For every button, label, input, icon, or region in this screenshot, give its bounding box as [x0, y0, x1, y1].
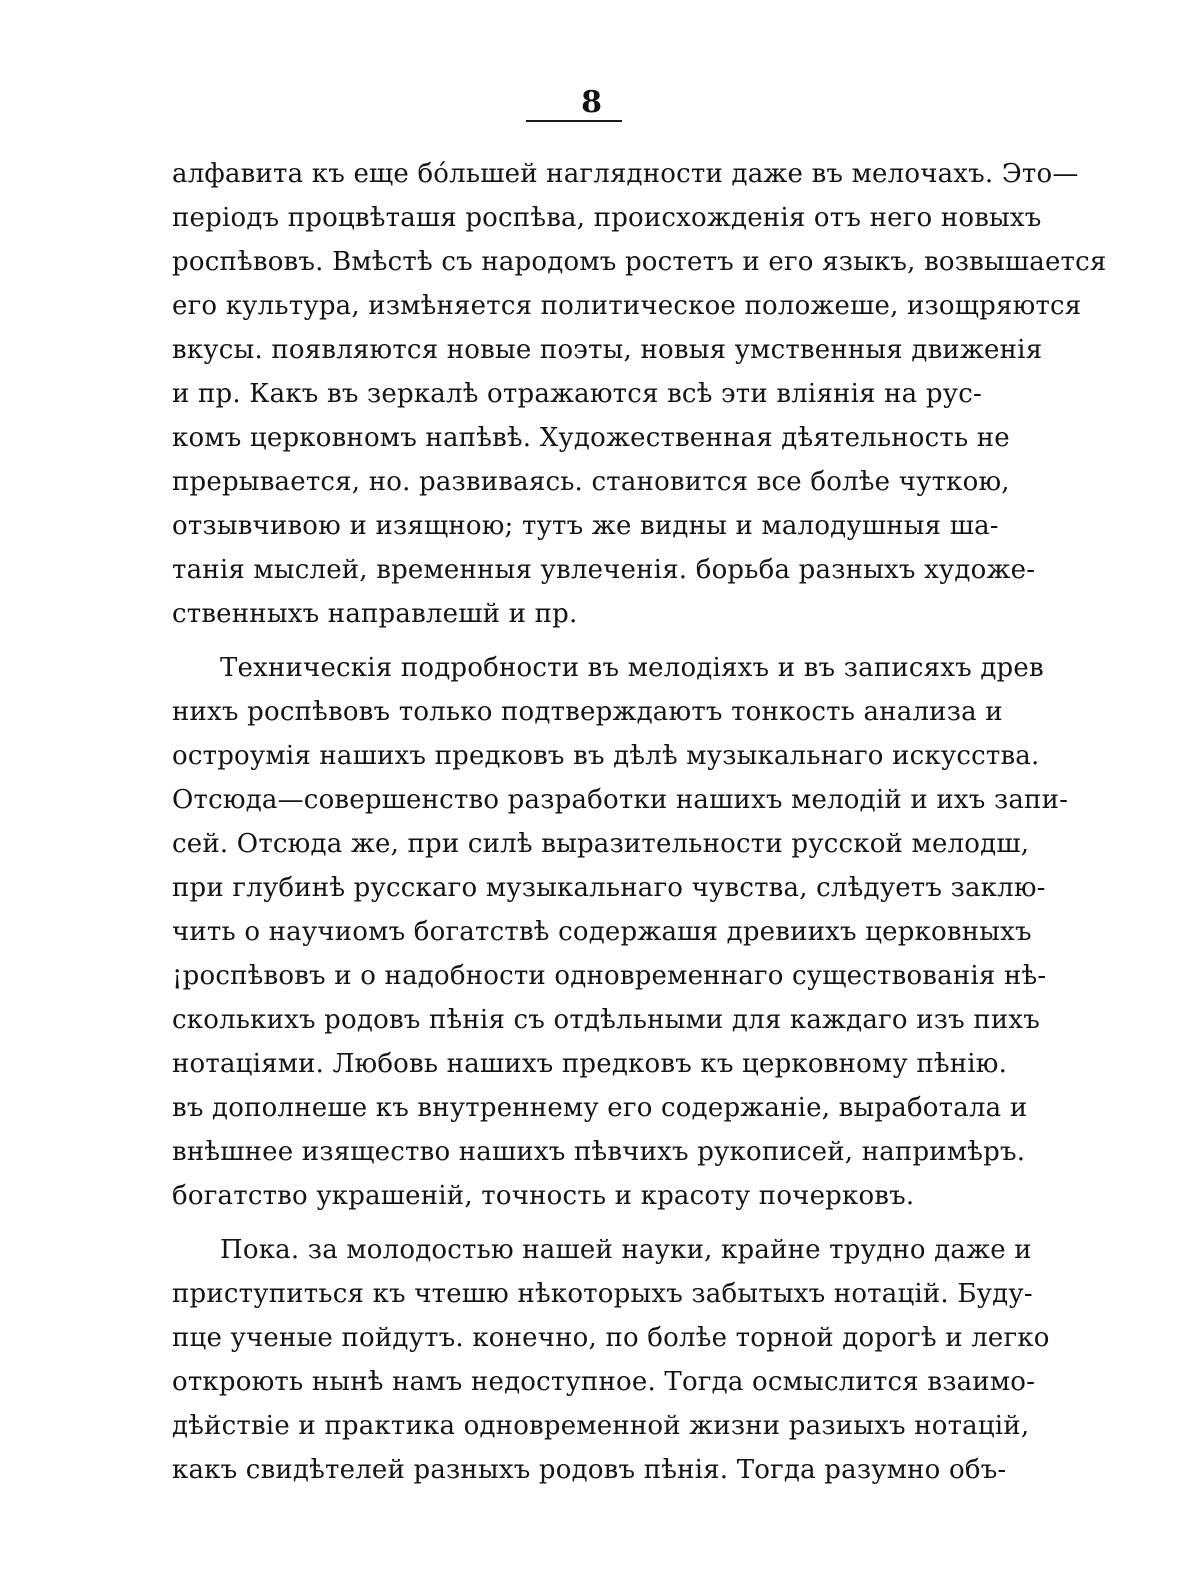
- text-line: Отсюда—совершенство разработки нашихъ мелодiй и ихъ запи-: [172, 785, 1069, 815]
- text-line: и пр. Какъ въ зеркалѣ отражаются всѣ эти влiянiя на рус-: [172, 379, 982, 409]
- text-line: отзывчивою и изящною; тутъ же видны и малодушныя ша-: [172, 511, 999, 541]
- text-line: нихъ роспѣвовъ только подтверждаютъ тонкость анализа и: [172, 697, 1003, 727]
- paragraph-1: [172, 152, 1107, 636]
- text-line: комъ церковномъ напѣвѣ. Художественная дѣятельность не: [172, 423, 1010, 453]
- text-line: приступиться къ чтешю нѣкоторыхъ забытыхъ нотацiй. Буду-: [172, 1279, 1033, 1309]
- text-line: пце ученые пойдутъ. конечно, по болѣе торной дорогѣ и легко: [172, 1323, 1050, 1353]
- text-line: ¡роспѣвовъ и о надобности одновременнаго существованiя нѣ-: [172, 961, 1047, 991]
- text-line: перiодъ процвѣташя роспѣва, происхожденiя отъ него новыхъ: [172, 203, 1042, 233]
- text-line: какъ свидѣтелей разныхъ родовъ пѣнiя. Тогда разумно объ-: [172, 1455, 1007, 1485]
- text-line: сей. Отсюда же, при силѣ выразительности русской мелодш,: [172, 829, 1030, 859]
- text-line: вкусы. появляются новые поэты, новыя умственныя движенiя: [172, 335, 1043, 365]
- text-line: сколькихъ родовъ пѣнiя съ отдѣльными для каждаго изъ пихъ: [172, 1005, 1041, 1035]
- text-line: богатство украшенiй, точность и красоту почерковъ.: [172, 1181, 915, 1211]
- text-line: алфавита къ еще бо́льшей наглядности даже въ мелочахъ. Это—: [172, 159, 1079, 189]
- header-rule: [526, 120, 622, 122]
- text-line: его культура, измѣняется политическое положеше, изощряются: [172, 291, 1082, 321]
- text-line: дѣйствiе и практика одновременной жизни разиыхъ нотацiй,: [172, 1411, 1030, 1441]
- text-line: остроумiя нашихъ предковъ въ дѣлѣ музыкальнаго искусства.: [172, 741, 1040, 771]
- text-line: при глубинѣ русскаго музыкальнаго чувства, слѣдуетъ заклю-: [172, 873, 1046, 903]
- text-line: роспѣвовъ. Вмѣстѣ съ народомъ ростетъ и его языкъ, возвышается: [172, 247, 1107, 277]
- text-line: Техническiя подробности въ мелодiяхъ и въ записяхъ древ: [220, 653, 1044, 683]
- text-line: откроють нынѣ намъ недоступное. Тогда осмыслится взаимо-: [172, 1367, 1036, 1397]
- paragraph-3: [172, 1228, 1050, 1492]
- text-line: ственныхъ направлешй и пр.: [172, 599, 578, 629]
- text-line: Пока. за молодостью нашей науки, крайне трудно даже и: [220, 1235, 1032, 1265]
- paragraph-2: [172, 646, 1069, 1218]
- text-line: чить о научиомъ богатствѣ содержашя древиихъ церковныхъ: [172, 917, 1032, 947]
- text-line: нотацiями. Любовь нашихъ предковъ къ церковному пѣнiю.: [172, 1049, 1008, 1079]
- text-line: въ дополнеше къ внутреннему его содержанiе, выработала и: [172, 1093, 1028, 1123]
- body-text: [172, 152, 1107, 1492]
- text-line: внѣшнее изящество нашихъ пѣвчихъ рукописей, напримѣръ.: [172, 1137, 1026, 1167]
- text-line: прерывается, но. развиваясь. становится все болѣе чуткою,: [172, 467, 1010, 497]
- page-number: 8: [581, 85, 602, 120]
- text-line: танiя мыслей, временныя увлеченiя. борьба разныхъ художе-: [172, 555, 1036, 585]
- page-header: [0, 86, 1191, 120]
